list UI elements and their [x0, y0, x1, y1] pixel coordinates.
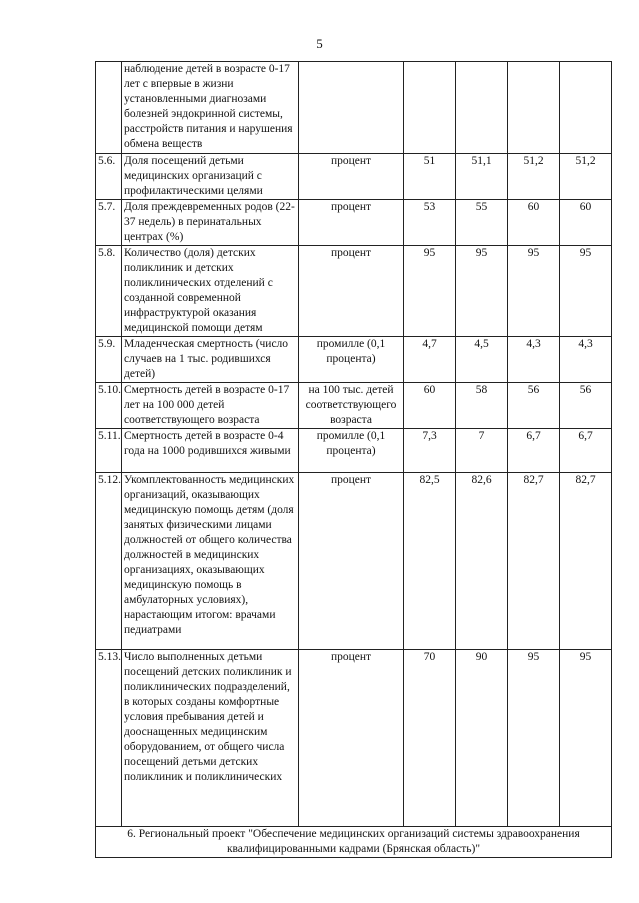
indicator-value: 56 — [560, 383, 612, 429]
indicator-value: 58 — [456, 383, 508, 429]
unit-of-measure: процент — [299, 473, 404, 650]
indicator-name: Количество (доля) детских поликлиник и детских поликлинических отделений с созданной современной инфраструктурой оказания медицинской помощи детям — [122, 246, 299, 337]
indicator-name: Укомплектованность медицинских организаций, оказывающих медицинскую помощь детям (доля занятых физическими лицами должностей от общего количества должностей в медицинских организациях, оказывающих медицинскую помощь в амбулаторных условиях), нарастающим итогом: врачами педиатрами — [122, 473, 299, 650]
indicator-value: 90 — [456, 650, 508, 827]
indicator-value: 95 — [404, 246, 456, 337]
indicator-value — [456, 62, 508, 154]
indicators-table-body — [96, 62, 612, 858]
indicator-value: 4,3 — [560, 337, 612, 383]
indicator-value: 4,3 — [508, 337, 560, 383]
indicator-value: 6,7 — [560, 429, 612, 473]
indicator-value: 95 — [456, 246, 508, 337]
indicator-value — [404, 62, 456, 154]
indicator-value: 53 — [404, 200, 456, 246]
table-row — [96, 650, 612, 827]
indicator-value: 82,7 — [508, 473, 560, 650]
indicator-value: 95 — [508, 246, 560, 337]
indicator-value: 6,7 — [508, 429, 560, 473]
indicator-value: 70 — [404, 650, 456, 827]
table-row — [96, 383, 612, 429]
indicators-table — [95, 61, 612, 858]
indicator-value: 60 — [508, 200, 560, 246]
unit-of-measure: процент — [299, 154, 404, 200]
row-number: 5.13. — [96, 650, 122, 827]
indicator-name: Смертность детей в возрасте 0-4 года на 1000 родившихся живыми — [122, 429, 299, 473]
row-number: 5.12. — [96, 473, 122, 650]
indicator-value: 95 — [508, 650, 560, 827]
row-number: 5.11. — [96, 429, 122, 473]
unit-of-measure: процент — [299, 650, 404, 827]
indicator-value: 51,2 — [508, 154, 560, 200]
indicator-value: 60 — [404, 383, 456, 429]
indicator-value: 4,7 — [404, 337, 456, 383]
indicator-value: 82,6 — [456, 473, 508, 650]
table-row — [96, 473, 612, 650]
table-row — [96, 337, 612, 383]
row-number: 5.6. — [96, 154, 122, 200]
unit-of-measure — [299, 62, 404, 154]
indicator-value: 82,5 — [404, 473, 456, 650]
indicator-value — [560, 62, 612, 154]
indicator-value: 7,3 — [404, 429, 456, 473]
row-number: 5.7. — [96, 200, 122, 246]
unit-of-measure: процент — [299, 246, 404, 337]
indicator-name: Смертность детей в возрасте 0-17 лет на 100 000 детей соответствующего возраста — [122, 383, 299, 429]
unit-of-measure: на 100 тыс. детей соответствующего возраста — [299, 383, 404, 429]
indicator-name: Доля преждевременных родов (22-37 недель) в перинатальных центрах (%) — [122, 200, 299, 246]
table-row — [96, 62, 612, 154]
indicator-name: наблюдение детей в возрасте 0-17 лет с впервые в жизни установленными диагнозами болезней эндокринной системы, расстройств питания и нарушения обмена веществ — [122, 62, 299, 154]
indicator-value: 95 — [560, 246, 612, 337]
row-number: 5.10. — [96, 383, 122, 429]
row-number: 5.9. — [96, 337, 122, 383]
indicator-value: 51 — [404, 154, 456, 200]
indicator-value: 51,2 — [560, 154, 612, 200]
unit-of-measure: промилле (0,1 процента) — [299, 429, 404, 473]
indicator-value: 60 — [560, 200, 612, 246]
section-row — [96, 827, 612, 858]
section-heading: 6. Региональный проект "Обеспечение медицинских организаций системы здравоохранения квалифицированными кадрами (Брянская область)" — [96, 827, 612, 858]
indicator-value: 95 — [560, 650, 612, 827]
table-row — [96, 429, 612, 473]
indicator-value — [508, 62, 560, 154]
table-row — [96, 246, 612, 337]
unit-of-measure: процент — [299, 200, 404, 246]
row-number — [96, 62, 122, 154]
indicator-value: 55 — [456, 200, 508, 246]
indicator-value: 4,5 — [456, 337, 508, 383]
page-number: 5 — [316, 36, 323, 51]
indicator-name: Доля посещений детьми медицинских организаций с профилактическими целями — [122, 154, 299, 200]
table-row — [96, 154, 612, 200]
indicator-name: Число выполненных детьми посещений детских поликлиник и поликлинических подразделений, в которых созданы комфортные условия пребывания детей и дооснащенных медицинским оборудованием, от общего числа посещений детьми детских поликлиник и поликлинических — [122, 650, 299, 827]
unit-of-measure: промилле (0,1 процента) — [299, 337, 404, 383]
row-number: 5.8. — [96, 246, 122, 337]
indicator-name: Младенческая смертность (число случаев на 1 тыс. родившихся детей) — [122, 337, 299, 383]
table-row — [96, 200, 612, 246]
indicator-value: 56 — [508, 383, 560, 429]
indicator-value: 51,1 — [456, 154, 508, 200]
indicator-value: 7 — [456, 429, 508, 473]
indicator-value: 82,7 — [560, 473, 612, 650]
